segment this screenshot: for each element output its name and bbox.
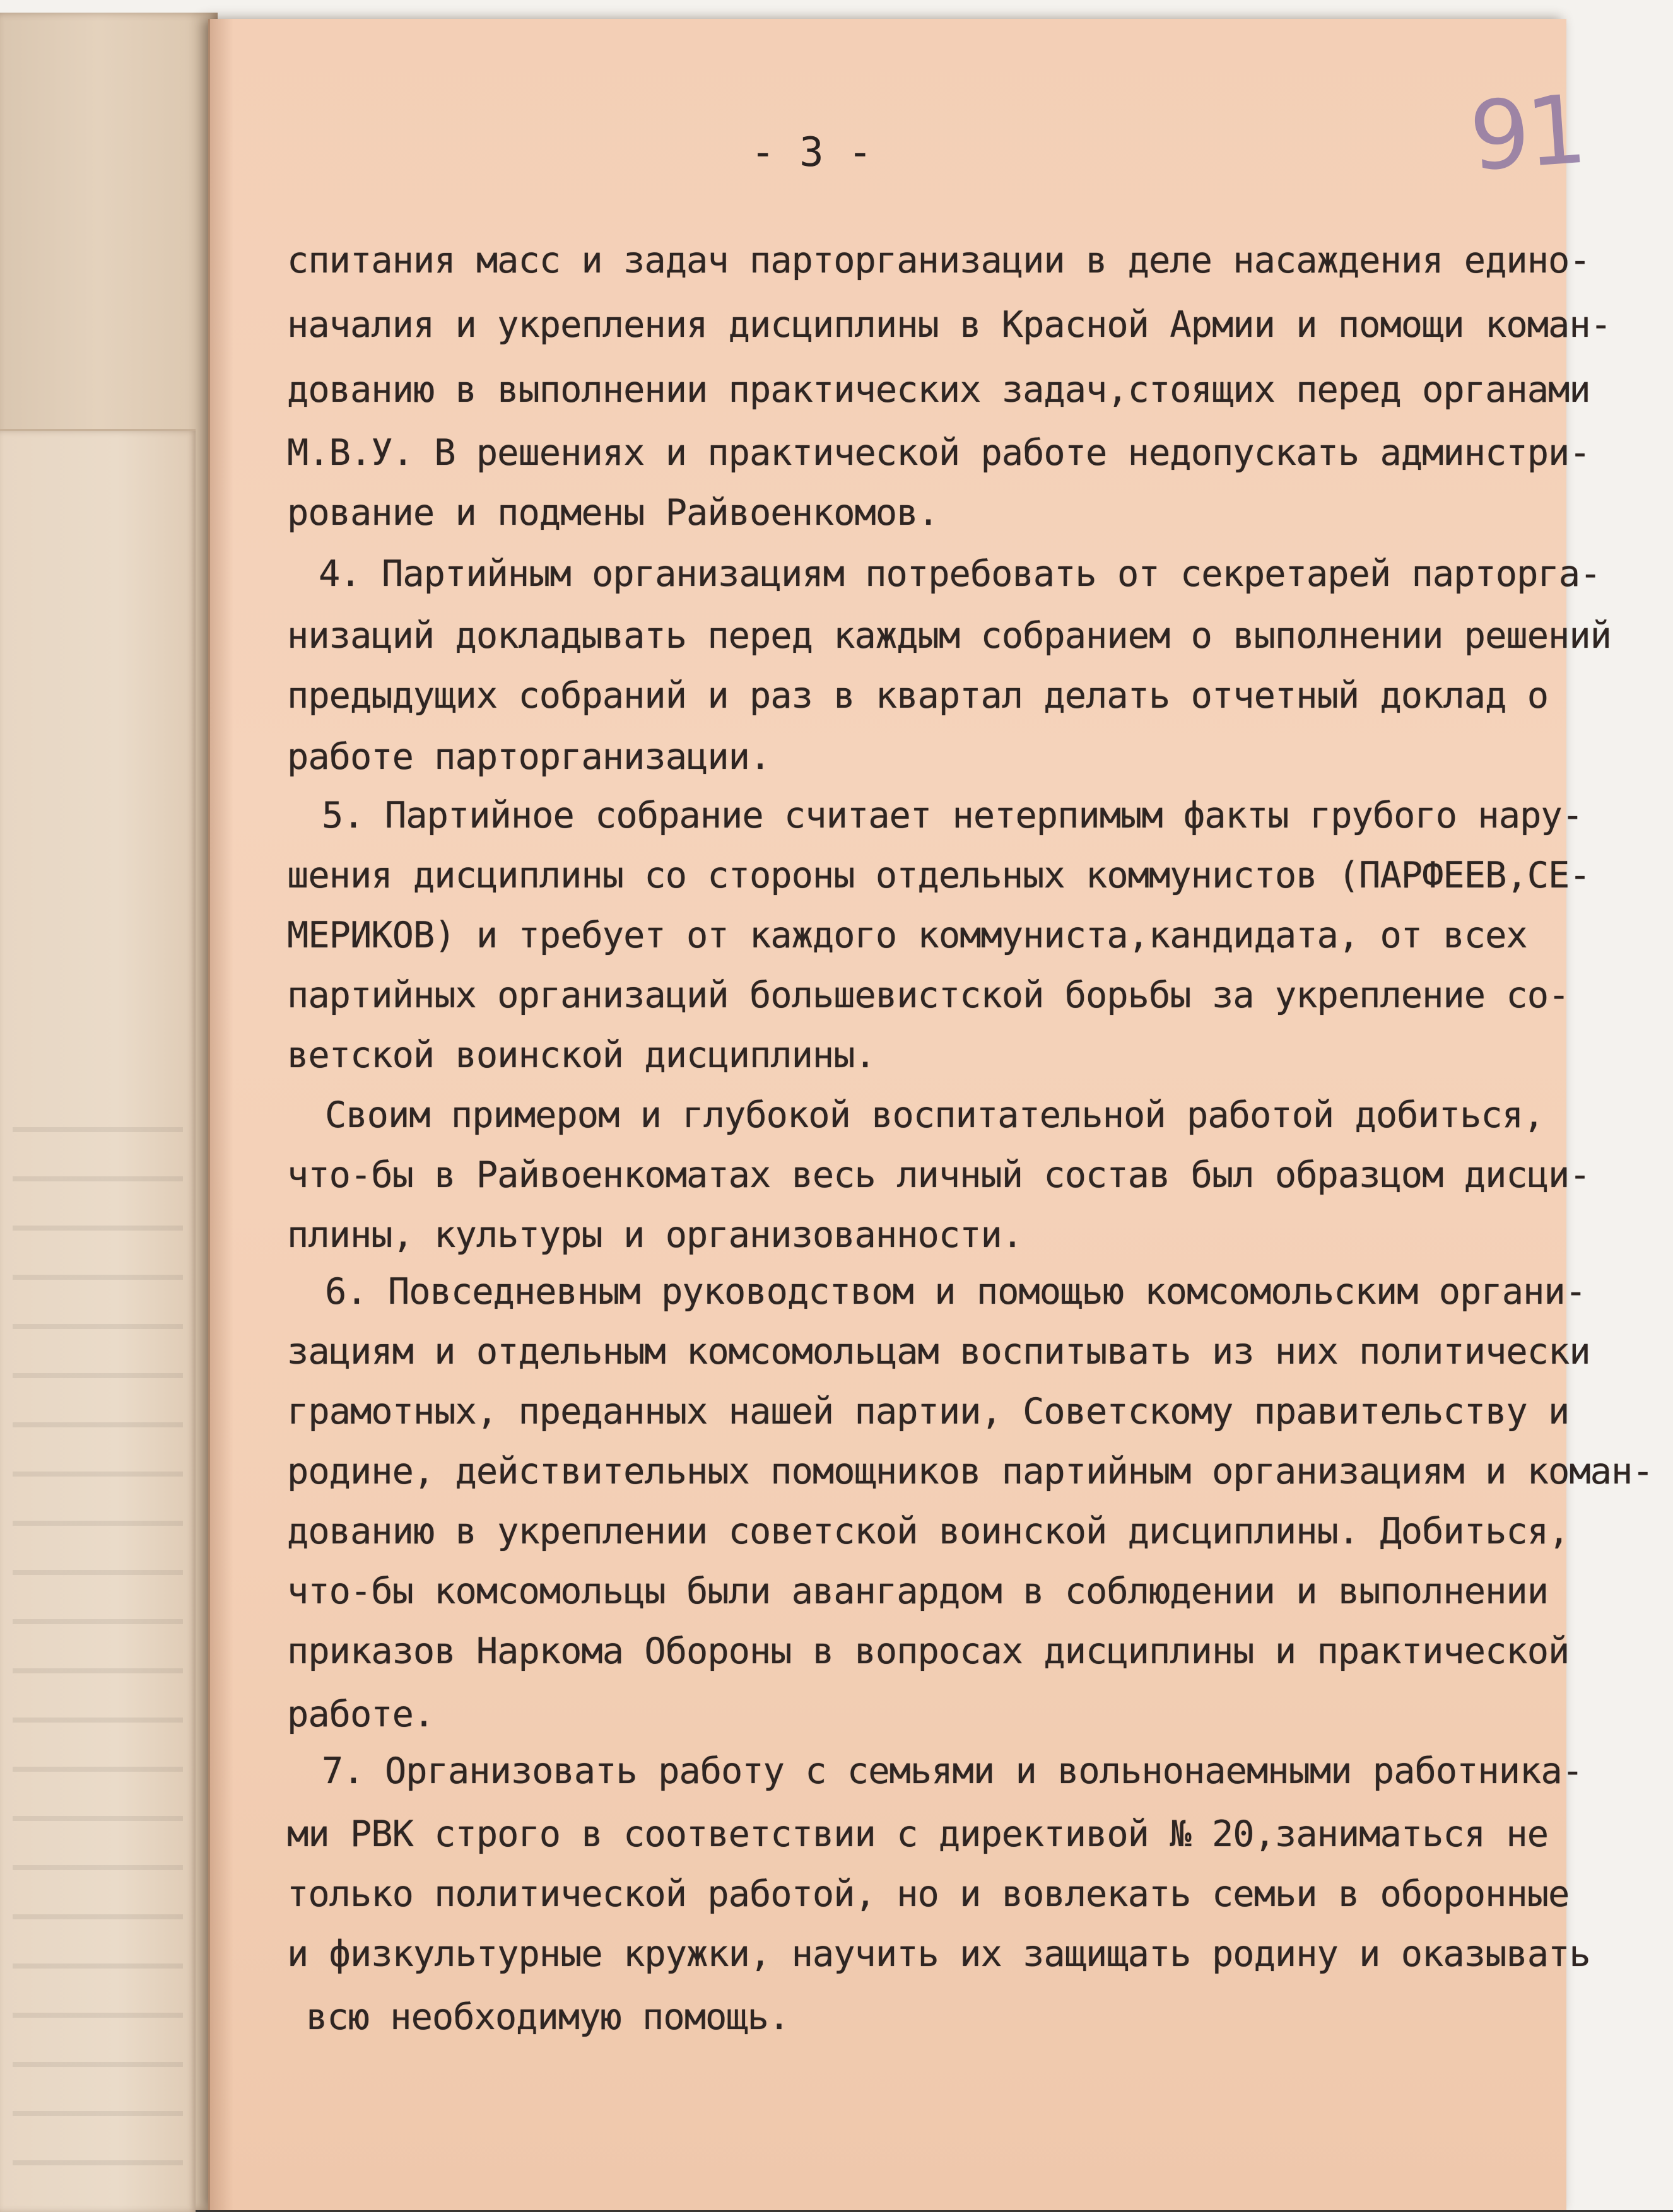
text-line: 7. Организовать работу с семьями и вольнонаемными работника- xyxy=(322,1750,1583,1792)
text-line: низаций докладывать перед каждым собранием о выполнении решений xyxy=(287,615,1611,657)
bleed-through-text xyxy=(13,1093,183,2165)
text-line: ми РВК строго в соответствии с директивой № 20,заниматься не xyxy=(287,1813,1549,1855)
text-line: шения дисциплины со стороны отдельных коммунистов (ПАРФЕЕВ,СЕ- xyxy=(287,855,1590,896)
text-line: 4. Партийным организациям потребовать от секретарей парторга- xyxy=(319,553,1601,595)
text-line: МЕРИКОВ) и требует от каждого коммуниста,кандидата, от всех xyxy=(287,915,1527,956)
text-line: началия и укрепления дисциплины в Красной Армии и помощи коман- xyxy=(287,304,1611,346)
text-line: партийных организаций большевистской борьбы за укрепление со- xyxy=(287,974,1570,1016)
text-line: дованию в выполнении практических задач,стоящих перед органами xyxy=(287,369,1590,411)
text-line: предыдущих собраний и раз в квартал делать отчетный доклад о xyxy=(287,675,1549,717)
text-line: что-бы комсомольцы были авангардом в соблюдении и выполнении xyxy=(287,1571,1549,1612)
text-line: 6. Повседневным руководством и помощью комсомольским органи- xyxy=(325,1271,1587,1313)
text-line: родине, действительных помощников партийным организациям и коман- xyxy=(287,1451,1653,1492)
page-binding-shadow xyxy=(208,19,233,2210)
text-line: спитания масс и задач парторганизации в деле насаждения едино- xyxy=(287,240,1590,281)
page-number: - 3 - xyxy=(751,129,872,176)
text-line: только политической работой, но и вовлекать семьи в оборонные xyxy=(287,1873,1570,1915)
text-line: приказов Наркома Обороны в вопросах дисциплины и практической xyxy=(287,1630,1570,1672)
text-line: что-бы в Райвоенкоматах весь личный состав был образцом дисци- xyxy=(287,1154,1590,1196)
text-line: М.В.У. В решениях и практической работе недопускать админстри- xyxy=(287,432,1590,474)
text-line: ветской воинской дисциплины. xyxy=(287,1034,876,1076)
text-line: 5. Партийное собрание считает нетерпимым факты грубого нару- xyxy=(322,795,1583,836)
text-line: работе парторганизации. xyxy=(287,736,771,778)
text-line: зациям и отдельным комсомольцам воспитывать из них политически xyxy=(287,1331,1590,1372)
text-line: грамотных, преданных нашей партии, Советскому правительству и xyxy=(287,1391,1570,1432)
previous-page-underlayer xyxy=(0,429,196,2212)
text-line: Своим примером и глубокой воспитательной работой добиться, xyxy=(325,1094,1544,1136)
text-line: дованию в укреплении советской воинской дисциплины. Добиться, xyxy=(287,1511,1570,1552)
text-line: плины, культуры и организованности. xyxy=(287,1214,1023,1256)
text-line: работе. xyxy=(287,1694,435,1735)
text-line: всю необходимую помощь. xyxy=(306,1996,790,2038)
text-line: и физкультурные кружки, научить их защищать родину и оказывать xyxy=(287,1933,1590,1975)
text-line: рование и подмены Райвоенкомов. xyxy=(287,492,939,534)
archive-folio-number: 91 xyxy=(1466,74,1587,193)
